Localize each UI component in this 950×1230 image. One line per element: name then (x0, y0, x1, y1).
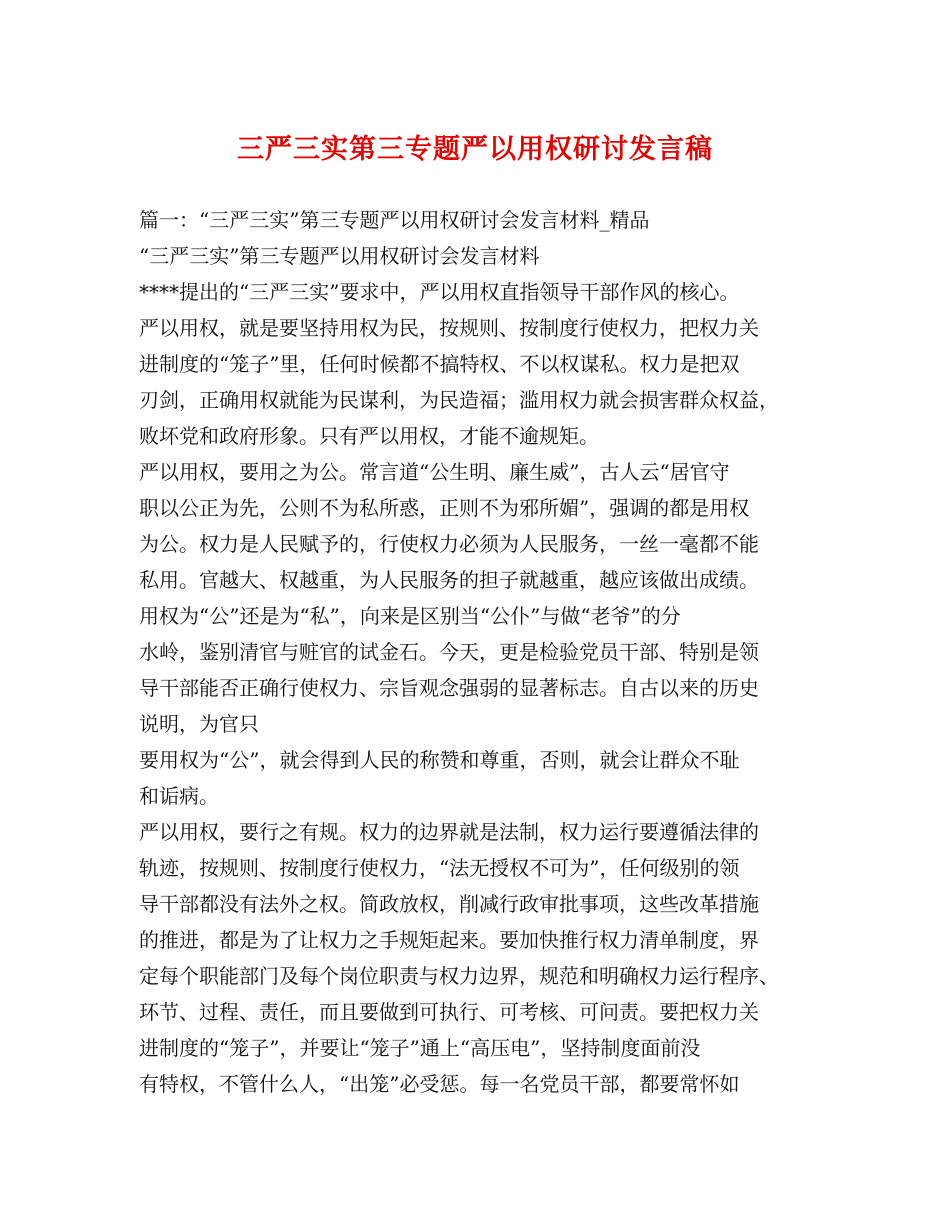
body-line: 败坏党和政府形象。只有严以用权，才能不逾规矩。 (139, 424, 599, 448)
document-body (139, 202, 819, 1102)
body-line: ****提出的“三严三实”要求中，严以用权直指领导干部作风的核心。 (139, 280, 740, 304)
body-line: 和诟病。 (139, 784, 219, 808)
body-line: 篇一：“三严三实”第三专题严以用权研讨会发言材料_精品 (139, 208, 650, 232)
body-line: 导干部能否正确行使权力、宗旨观念强弱的显著标志。自古以来的历史 (139, 676, 759, 700)
body-line: 严以用权，要用之为公。常言道“公生明、廉生威”，古人云“居官守 (139, 460, 730, 484)
body-line: 轨迹，按规则、按制度行使权力，“法无授权不可为”，任何级别的领 (139, 856, 740, 880)
body-line: 刃剑，正确用权就能为民谋利，为民造福；滥用权力就会损害群众权益， (139, 388, 779, 412)
body-line: 严以用权，就是要坚持用权为民，按规则、按制度行使权力，把权力关 (139, 316, 759, 340)
body-line: 要用权为“公”，就会得到人民的称赞和尊重，否则，就会让群众不耻 (139, 748, 740, 772)
body-line: 严以用权，要行之有规。权力的边界就是法制，权力运行要遵循法律的 (139, 820, 759, 844)
body-line: 定每个职能部门及每个岗位职责与权力边界，规范和明确权力运行程序、 (139, 964, 779, 988)
body-line: 私用。官越大、权越重，为人民服务的担子就越重，越应该做出成绩。 (139, 568, 759, 592)
body-line: 有特权，不管什么人，“出笼”必受惩。每一名党员干部，都要常怀如 (139, 1072, 740, 1096)
body-line: “三严三实”第三专题严以用权研讨会发言材料 (139, 244, 540, 268)
body-line: 水岭，鉴别清官与赃官的试金石。今天，更是检验党员干部、特别是领 (139, 640, 759, 664)
body-line: 说明，为官只 (139, 712, 259, 736)
body-line: 用权为“公”还是为“私”，向来是区别当“公仆”与做“老爷”的分 (139, 604, 681, 628)
body-line: 为公。权力是人民赋予的，行使权力必须为人民服务，一丝一毫都不能 (139, 532, 759, 556)
body-line: 职以公正为先，公则不为私所惑，正则不为邪所媚”，强调的都是用权 (139, 496, 750, 520)
body-line: 进制度的“笼子”里，任何时候都不搞特权、不以权谋私。权力是把双 (139, 352, 740, 376)
body-line: 进制度的“笼子”，并要让“笼子”通上“高压电”，坚持制度面前没 (139, 1036, 701, 1060)
body-line: 的推进，都是为了让权力之手规矩起来。要加快推行权力清单制度，界 (139, 928, 759, 952)
body-line: 导干部都没有法外之权。简政放权，削减行政审批事项，这些改革措施 (139, 892, 759, 916)
body-line: 环节、过程、责任，而且要做到可执行、可考核、可问责。要把权力关 (139, 1000, 759, 1024)
document-title: 三严三实第三专题严以用权研讨发言稿 (237, 134, 713, 165)
